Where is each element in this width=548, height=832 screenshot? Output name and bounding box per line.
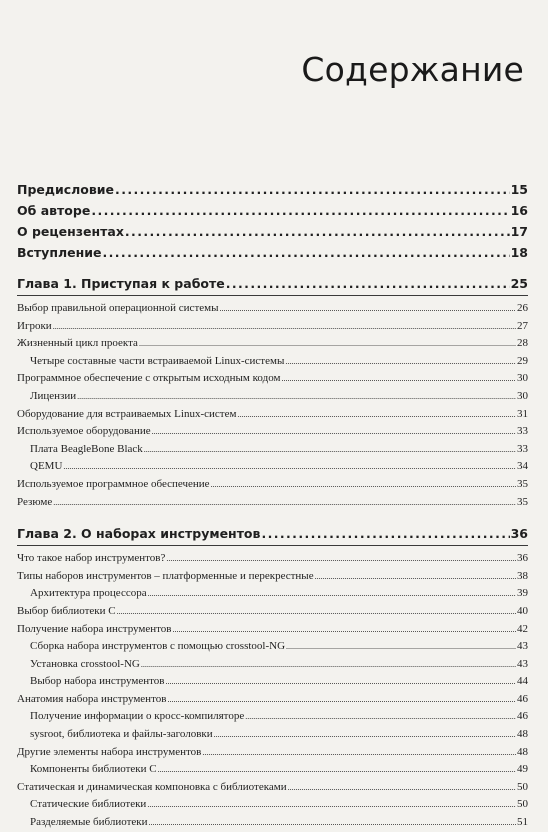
front-matter-entry: [17, 242, 528, 263]
toc-subsection-entry: [17, 585, 528, 603]
dot-leader: [281, 370, 516, 388]
dot-leader: [152, 423, 516, 441]
dot-leader: [166, 550, 516, 568]
toc-page-number: 36: [510, 526, 528, 542]
toc-section-entry: [17, 621, 528, 639]
dot-leader: [315, 568, 516, 586]
dot-leader: [226, 273, 510, 295]
dot-leader: [173, 621, 517, 639]
toc-entry-title: QEMU: [30, 460, 63, 473]
toc-section-entry: [17, 494, 528, 512]
toc-subsection-entry: [17, 638, 528, 656]
toc-page-number: 17: [510, 224, 528, 239]
dot-leader: [261, 523, 509, 545]
toc-page-number: 42: [517, 622, 528, 635]
table-of-contents: [17, 179, 528, 832]
toc-subsection-entry: [17, 814, 528, 832]
toc-page-number: 40: [517, 604, 528, 617]
toc-page-number: 34: [517, 460, 528, 473]
toc-page-number: 44: [517, 675, 528, 688]
chapters-list: [17, 263, 528, 832]
toc-entry-title: Программное обеспечение с открытым исходным кодом: [17, 372, 281, 385]
toc-entry-title: Получение информации о кросс-компиляторе: [30, 710, 245, 723]
toc-entry-title: Анатомия набора инструментов: [17, 692, 167, 705]
dot-leader: [214, 726, 516, 744]
toc-entry-title: Предисловие: [17, 182, 115, 197]
dot-leader: [288, 779, 516, 797]
page-title: Содержание: [301, 50, 524, 89]
toc-page-number: 25: [510, 276, 528, 291]
section-spacer: [17, 263, 528, 273]
toc-section-entry: [17, 423, 528, 441]
toc-page-number: 35: [517, 477, 528, 490]
toc-entry-title: Разделяемые библиотеки: [30, 816, 148, 829]
toc-page-number: 31: [517, 407, 528, 420]
toc-subsection-entry: [17, 353, 528, 371]
dot-leader: [139, 335, 516, 353]
dot-leader: [165, 673, 516, 691]
toc-entry-title: Компоненты библиотеки C: [30, 763, 157, 776]
toc-subsection-entry: [17, 656, 528, 674]
toc-page-number: 51: [517, 816, 528, 829]
toc-section-entry: [17, 406, 528, 424]
toc-entry-title: Об авторе: [17, 203, 91, 218]
toc-section-entry: [17, 476, 528, 494]
toc-entry-title: Статические библиотеки: [30, 798, 147, 811]
toc-entry-title: Лицензии: [30, 389, 77, 402]
section-spacer: [17, 511, 528, 523]
toc-entry-title: Игроки: [17, 319, 52, 332]
toc-section-entry: [17, 691, 528, 709]
toc-entry-title: Оборудование для встраиваемых Linux-систем: [17, 407, 237, 420]
toc-page-number: 39: [517, 587, 528, 600]
dot-leader: [91, 200, 509, 221]
chapter-heading-rule: [17, 273, 528, 296]
toc-subsection-entry: [17, 673, 528, 691]
toc-page-number: 35: [517, 495, 528, 508]
toc-page-number: 50: [517, 780, 528, 793]
dot-leader: [211, 476, 516, 494]
toc-section-entry: [17, 550, 528, 568]
dot-leader: [167, 691, 516, 709]
dot-leader: [125, 221, 510, 242]
dot-leader: [141, 656, 516, 674]
toc-subsection-entry: [17, 458, 528, 476]
toc-page-number: 33: [517, 442, 528, 455]
dot-leader: [102, 242, 509, 263]
toc-page-number: 26: [517, 302, 528, 314]
toc-entry-title: Выбор библиотеки C: [17, 604, 116, 617]
toc-page-number: 49: [517, 763, 528, 776]
toc-page-number: 36: [517, 552, 528, 565]
toc-entry-title: Сборка набора инструментов с помощью crosstool-NG: [30, 640, 286, 653]
toc-page-number: 18: [510, 245, 528, 260]
front-matter-list: [17, 179, 528, 263]
chapter-heading: [17, 523, 528, 545]
toc-subsection-entry: [17, 726, 528, 744]
toc-subsection-entry: [17, 388, 528, 406]
toc-page-number: 15: [510, 182, 528, 197]
toc-subsection-entry: [17, 761, 528, 779]
toc-section-entry: [17, 335, 528, 353]
toc-entry-title: Резюме: [17, 495, 53, 508]
dot-leader: [245, 708, 516, 726]
toc-page-number: 16: [510, 203, 528, 218]
toc-entry-title: Глава 1. Приступая к работе: [17, 276, 225, 291]
toc-section-entry: [17, 779, 528, 797]
toc-section-entry: [17, 568, 528, 586]
toc-entry-title: Плата BeagleBone Black: [30, 442, 143, 455]
dot-leader: [285, 353, 516, 371]
toc-section-entry: [17, 300, 528, 318]
dot-leader: [77, 388, 516, 406]
dot-leader: [286, 638, 516, 656]
toc-entry-title: Установка crosstool-NG: [30, 657, 140, 670]
chapter-heading: [17, 273, 528, 295]
toc-entry-title: Четыре составные части встраиваемой Linux-системы: [30, 354, 285, 367]
toc-entry-title: Выбор правильной операционной системы: [17, 302, 219, 314]
toc-entry-title: Статическая и динамическая компоновка с библиотеками: [17, 780, 287, 793]
toc-page-number: 46: [517, 692, 528, 705]
toc-entry-title: Жизненный цикл проекта: [17, 337, 138, 350]
front-matter-entry: [17, 221, 528, 242]
toc-entry-title: Получение набора инструментов: [17, 622, 172, 635]
dot-leader: [158, 761, 516, 779]
toc-subsection-entry: [17, 796, 528, 814]
toc-section-entry: [17, 318, 528, 336]
toc-subsection-entry: [17, 708, 528, 726]
toc-entry-title: Используемое программное обеспечение: [17, 477, 210, 490]
toc-entry-title: О рецензентах: [17, 224, 124, 239]
dot-leader: [202, 744, 516, 762]
toc-entry-title: Типы наборов инструментов – платформенные и перекрестные: [17, 569, 314, 582]
toc-section-entry: [17, 744, 528, 762]
toc-page-number: 43: [517, 640, 528, 653]
dot-leader: [117, 603, 516, 621]
toc-section-entry: [17, 603, 528, 621]
dot-leader: [63, 458, 516, 476]
toc-page-number: 48: [517, 745, 528, 758]
toc-page-number: 33: [517, 425, 528, 438]
toc-page-number: 30: [517, 372, 528, 385]
toc-subsection-entry: [17, 441, 528, 459]
toc-section-entry: [17, 370, 528, 388]
toc-entry-title: Другие элементы набора инструментов: [17, 745, 202, 758]
toc-page-number: 27: [517, 319, 528, 332]
toc-page-number: 29: [517, 354, 528, 367]
toc-entry-title: Выбор набора инструментов: [30, 675, 165, 688]
toc-page-number: 43: [517, 657, 528, 670]
dot-leader: [147, 796, 516, 814]
dot-leader: [115, 179, 510, 200]
front-matter-entry: [17, 200, 528, 221]
dot-leader: [144, 441, 516, 459]
dot-leader: [219, 300, 516, 318]
toc-page-number: 46: [517, 710, 528, 723]
front-matter-entry: [17, 179, 528, 200]
dot-leader: [149, 814, 517, 832]
toc-page-number: 48: [517, 728, 528, 741]
toc-entry-title: Глава 2. О наборах инструментов: [17, 526, 261, 542]
dot-leader: [53, 494, 516, 512]
toc-page-number: 38: [517, 569, 528, 582]
toc-entry-title: sysroot, библиотека и файлы-заголовки: [30, 728, 213, 741]
toc-page-number: 28: [517, 337, 528, 350]
toc-entry-title: Вступление: [17, 245, 102, 260]
dot-leader: [148, 585, 516, 603]
dot-leader: [237, 406, 516, 424]
chapter-heading-rule: [17, 523, 528, 546]
toc-entry-title: Архитектура процессора: [30, 587, 147, 600]
toc-page-number: 50: [517, 798, 528, 811]
toc-entry-title: Что такое набор инструментов?: [17, 552, 166, 565]
dot-leader: [53, 318, 516, 336]
toc-page-number: 30: [517, 389, 528, 402]
toc-entry-title: Используемое оборудование: [17, 425, 151, 438]
